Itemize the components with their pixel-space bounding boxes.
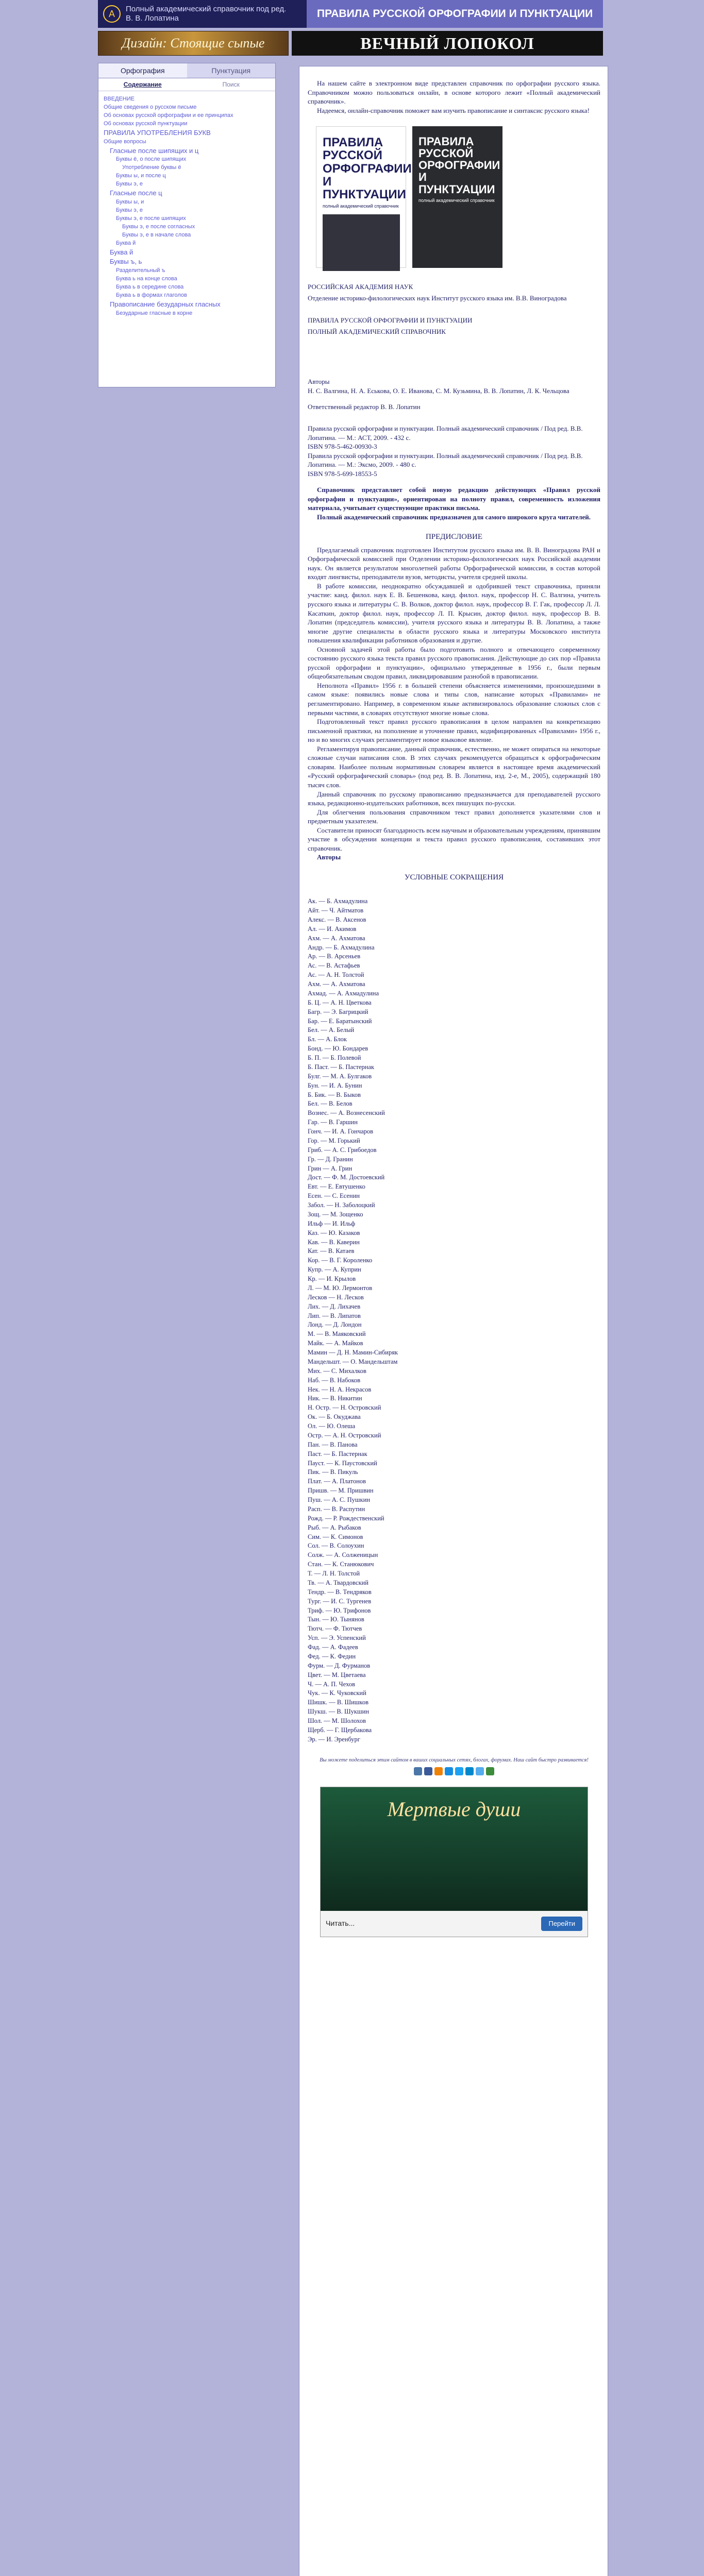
abbreviation-item: Ахм. — А. Ахматова	[308, 980, 365, 988]
abbreviation-item: Паст. — Б. Пастернак	[308, 1450, 367, 1458]
site-title[interactable]: ПРАВИЛА РУССКОЙ ОРФОГРАФИИ И ПУНКТУАЦИИ	[307, 0, 603, 28]
whatsapp-icon[interactable]	[486, 1767, 494, 1775]
abbreviation-item: Пик. — В. Пикуль	[308, 1468, 358, 1476]
sidebar-tabs	[98, 63, 275, 78]
intro-paragraph: Надеемся, онлайн-справочник поможет вам изучить правописание и синтаксис русского языка!	[317, 106, 590, 114]
toc-item[interactable]: Буквы ы, и	[116, 198, 144, 205]
book-cover[interactable]	[412, 126, 502, 268]
abbreviation-item: Б. П. — Б. Полевой	[308, 1054, 361, 1061]
abbreviation-item: Наб. — В. Набоков	[308, 1376, 361, 1384]
bibliography-2: Правила русской орфографии и пунктуации. Полный академический справочник / Под ред. В.В. Лопатина. — М.: Эксмо, 2009. - 480 с.	[308, 451, 583, 469]
abbreviation-item: Чук. — К. Чуковский	[308, 1689, 366, 1697]
main-content	[299, 66, 608, 2576]
abbreviation-item: Зощ. — М. Зощенко	[308, 1210, 363, 1218]
toc-item[interactable]: Буква й	[116, 240, 136, 246]
abbreviation-item: Усп. — Э. Успенский	[308, 1634, 366, 1642]
odnoklassniki-icon[interactable]	[434, 1767, 443, 1775]
abbreviation-item: Гор. — М. Горький	[308, 1137, 360, 1144]
preface-paragraph: Для облегчения пользования справочником текст правил дополняется указателями слов и предметным указателем.	[308, 808, 600, 825]
abbreviation-item: Плат. — А. Платонов	[308, 1478, 366, 1485]
toc-item[interactable]: Буквы э, е	[116, 207, 143, 213]
cover-title: ПРАВИЛА РУССКОЙ ОРФОГРАФИИ И ПУНКТУАЦИИ	[418, 135, 500, 196]
abbreviation-item: Остр. — А. Н. Островский	[308, 1431, 381, 1439]
abbreviation-item: М. — В. Маяковский	[308, 1330, 366, 1338]
abbreviation-item: Кор. — В. Г. Короленко	[308, 1257, 373, 1264]
subtab-search[interactable]: Поиск	[222, 81, 240, 88]
abbreviation-item: Багр. — Э. Багрицкий	[308, 1008, 368, 1015]
abbreviation-item: Алекс. — В. Аксенов	[308, 916, 366, 923]
book-cover[interactable]	[316, 126, 412, 268]
abbreviation-item: Тютч. — Ф. Тютчев	[308, 1625, 362, 1633]
abbreviation-item: Триф. — Ю. Трифонов	[308, 1606, 371, 1614]
tab-orthography[interactable]: Орфография	[98, 63, 187, 78]
abbreviation-item: Солж. — А. Солженицын	[308, 1551, 378, 1559]
banner-right[interactable]: ВЕЧНЫЙ ЛОПОКОЛ	[292, 31, 603, 56]
abbreviation-item: Ч. — А. П. Чехов	[308, 1680, 355, 1688]
abbreviation-item: Рыб. — А. Рыбаков	[308, 1523, 361, 1531]
abbreviation-item: Купр. — А. Куприн	[308, 1266, 361, 1274]
abbreviation-item: Мамин — Д. Н. Мамин-Сибиряк	[308, 1349, 398, 1356]
abbreviation-item: Евт. — Е. Евтушенко	[308, 1183, 365, 1191]
toc-item[interactable]: Буквы ы, и после ц	[116, 173, 166, 179]
abbreviation-item: Ник. — В. Никитин	[308, 1395, 362, 1402]
abbreviation-item: Пауст. — К. Паустовский	[308, 1459, 377, 1467]
book-title-2: ПОЛНЫЙ АКАДЕМИЧЕСКИЙ СПРАВОЧНИК	[308, 327, 446, 335]
toc-item[interactable]: Гласные после шипящих и ц	[110, 146, 199, 155]
abbreviation-item: Ок. — Б. Окуджава	[308, 1413, 361, 1421]
bibliography-1: Правила русской орфографии и пунктуации. Полный академический справочник / Под ред. В.В. Лопатина. — М.: АСТ, 2009. - 432 с.	[308, 425, 583, 442]
abbreviation-item: Цвет. — М. Цветаева	[308, 1671, 366, 1679]
top-banners	[98, 31, 603, 59]
abbreviation-item: Бун. — И. А. Бунин	[308, 1081, 362, 1089]
abbreviation-item: Тург. — И. С. Тургенев	[308, 1597, 372, 1605]
toc-item[interactable]: Безударные гласные в корне	[116, 310, 193, 316]
toc-item[interactable]: Об основах русской пунктуации	[104, 120, 188, 127]
abbreviation-item: Шукш. — В. Шукшин	[308, 1708, 369, 1716]
abbreviation-item: Щерб. — Г. Щербакова	[308, 1726, 372, 1734]
preface-paragraph: Составители приносят благодарность всем научным и образовательным учреждениям, принявшим участие в обсуждении концепции и текста правил русского правописания, составивших этот справочник.	[308, 826, 600, 852]
sidebar	[98, 63, 276, 387]
tab-punctuation[interactable]: Пунктуация	[187, 63, 276, 78]
abbreviation-item: Кав. — В. Каверин	[308, 1238, 360, 1246]
abbreviation-item: Пан. — В. Панова	[308, 1440, 358, 1448]
vk-icon[interactable]	[414, 1767, 422, 1775]
toc-item[interactable]: Буква ь на конце слова	[116, 276, 177, 282]
abbreviation-item: Ас. — В. Астафьев	[308, 962, 360, 970]
toc-item[interactable]: ВВЕДЕНИЕ	[104, 96, 135, 102]
abbreviation-item: Гриб. — А. С. Грибоедов	[308, 1146, 377, 1154]
toc-item[interactable]: Буквы э, е после шипящих	[116, 215, 186, 222]
toc-item[interactable]: Правописание безударных гласных	[110, 300, 221, 309]
toc-item[interactable]: Буквы ъ, ь	[110, 258, 142, 266]
abbreviation-item: Вознес. — А. Вознесенский	[308, 1109, 385, 1117]
cover-title: ПРАВИЛА РУССКОЙ ОРФОГРАФИИ И ПУНКТУАЦИИ	[323, 135, 412, 201]
abbreviation-item: Шишк. — В. Шишков	[308, 1699, 368, 1706]
abbreviation-item: Ас. — А. Н. Толстой	[308, 971, 364, 979]
advertisement[interactable]	[320, 1787, 588, 1937]
toc-item[interactable]: Буквы э, е	[116, 181, 143, 188]
book-covers	[316, 126, 600, 268]
site-logo[interactable]	[98, 0, 307, 28]
abbreviation-item: Забол. — Н. Заболоцкий	[308, 1201, 375, 1209]
logo-line-1: Полный академический справочник под ред.	[126, 5, 287, 13]
ad-title: Мертвые души	[387, 1797, 521, 1821]
abbreviation-item: Лонд. — Д. Лондон	[308, 1321, 362, 1329]
abbreviation-item: Фад. — А. Фадеев	[308, 1643, 358, 1651]
intro-paragraph: На нашем сайте в электронном виде представлен справочник по орфографии русского языка. Справочником можно пользоваться онлайн, в основе которого лежит «Полный академический справочник».	[308, 79, 600, 106]
share-note: Вы можете поделиться этим сайтом в ваших социальных сетях, блогах, форумах. Наш сайт быстро развивается!	[320, 1757, 589, 1763]
abbreviation-item: Лих. — Д. Лихачев	[308, 1302, 361, 1310]
abbreviation-item: Тын. — Ю. Тынянов	[308, 1616, 364, 1623]
abbreviation-item: Кат. — В. Катаев	[308, 1247, 355, 1255]
abbreviation-item: Андр. — Б. Ахмадулина	[308, 943, 375, 951]
isbn-2: ISBN 978-5-699-18553-5	[308, 469, 377, 478]
abbreviation-item: Сол. — В. Солоухин	[308, 1542, 364, 1550]
abbreviation-item: Пуш. — А. С. Пушкин	[308, 1496, 370, 1503]
abbreviation-item: Бонд. — Ю. Бондарев	[308, 1045, 368, 1053]
authors-block	[308, 377, 600, 478]
isbn-1: ISBN 978-5-462-00930-3	[308, 443, 377, 451]
preface-paragraph: Предлагаемый справочник подготовлен Институтом русского языка им. В. В. Виноградова РАН и Орфографической комиссией при Отделении историко-филологических наук Российской академии наук. Он является результатом многолетней работы Орфографической комиссии, в состав которой входят лингвисты, преподаватели вузов, методисты, учителя средней школы.	[308, 546, 600, 581]
subtab-contents[interactable]: Содержание	[123, 81, 162, 88]
abbreviation-item: Расп. — В. Распутин	[308, 1505, 365, 1513]
abbreviation-item: Тендр. — В. Тендряков	[308, 1588, 372, 1596]
cover-subtitle: полный академический справочник	[418, 197, 495, 203]
preface-paragraph: Подготовленный текст правил русского правописания в целом направлен на конкретизацию письменной практики, на пополнение и уточнение правил, кодифицированных «Правилами» 1956 г., но и во многих случаях регламентирует новое языковое явление.	[308, 718, 600, 744]
livejournal-icon[interactable]	[476, 1767, 484, 1775]
abbreviation-item: Мих. — С. Михалков	[308, 1367, 366, 1375]
toc-item[interactable]: ПРАВИЛА УПОТРЕБЛЕНИЯ БУКВ	[104, 128, 211, 137]
toc-item[interactable]: Буквы ё, о после шипящих	[116, 156, 187, 163]
abbreviation-item: Лесков — Н. Лесков	[308, 1293, 364, 1301]
abbreviation-item: Бар. — Е. Баратынский	[308, 1017, 372, 1025]
abbreviation-item: Фед. — К. Федин	[308, 1652, 356, 1660]
logo-icon: А	[103, 5, 121, 23]
preface-paragraph: Неполнота «Правил» 1956 г. в большей степени объясняется изменениями, произошедшими в самом языке: появились новые слова и типы слов, написание которых «Правилами» не регламентировано. Например, в современном языке активизировалось образование сложных слов с первыми частями, в словарях отсутствуют многие новые слова.	[308, 681, 600, 717]
abbreviation-item: Б. Паст. — Б. Пастернак	[308, 1063, 375, 1071]
abbreviation-item: Бел. — А. Белый	[308, 1026, 355, 1034]
logo-line-2: В. В. Лопатина	[126, 14, 179, 23]
editor: Ответственный редактор В. В. Лопатин	[308, 403, 421, 411]
table-of-contents	[98, 91, 275, 322]
abbreviation-item: Ильф — И. Ильф	[308, 1219, 356, 1227]
abbreviation-item: Шол. — М. Шолохов	[308, 1717, 366, 1724]
authors-label: Авторы	[308, 378, 330, 386]
toc-item[interactable]: Употребление буквы ё	[122, 164, 181, 171]
ad-caption: Читать...	[326, 1919, 355, 1928]
abbreviation-item: Нек. — Н. А. Некрасов	[308, 1385, 372, 1393]
toc-item[interactable]: Гласные после ц	[110, 189, 162, 197]
abbreviation-item: Ак. — Б. Ахмадулина	[308, 897, 368, 905]
abbreviation-item: Бл. — А. Блок	[308, 1036, 347, 1043]
toc-item[interactable]: Буквы э, е в начале слова	[122, 231, 191, 238]
institute-name: Отделение историко-филологических наук Институт русского языка им. В.В. Виноградова	[308, 294, 567, 302]
abbreviation-item: Булг. — М. А. Булгаков	[308, 1072, 372, 1080]
abbreviation-item: Фурм. — Д. Фурманов	[308, 1662, 371, 1669]
abbreviation-item: Пришв. — М. Пришвин	[308, 1487, 374, 1495]
mail-icon[interactable]	[445, 1767, 453, 1775]
twitter-icon[interactable]	[455, 1767, 463, 1775]
preface-paragraph: Регламентируя правописание, данный справочник, естественно, не может опираться на некоторые сложные случаи написания слов. В этих случаях рекомендуется обращаться к орфографическим словарям. Наиболее полным нормативным словарем является в настоящее время академический «Русский орфографический словарь» (под ред. В. В. Лопатина, изд. 2-е, М., 2005), содержащий 180 тысяч слов.	[308, 744, 600, 789]
bold-note: Справочник представляет собой новую редакцию действующих «Правил русской орфографии и пунктуации», ориентирован на полноту правил, современность изложения материала, учитывает существующие практики письма.	[308, 486, 600, 512]
abbreviation-item: Ал. — И. Акимов	[308, 925, 357, 933]
header	[98, 0, 603, 30]
abbreviation-item: Эр. — И. Эренбург	[308, 1735, 360, 1743]
preface-paragraph: Данный справочник по русскому правописанию предназначается для преподавателей русского языка, редакционно-издательских работников, всех пишущих по-русски.	[308, 790, 600, 807]
abbreviations-title: УСЛОВНЫЕ СОКРАЩЕНИЯ	[404, 873, 504, 882]
ad-go-button[interactable]: Перейти	[541, 1917, 582, 1931]
abbreviation-item: Ар. — В. Арсеньев	[308, 953, 361, 960]
book-meta	[308, 282, 600, 336]
toc-item[interactable]: Буква ь в формах глаголов	[116, 292, 187, 299]
abbreviation-item: Сим. — К. Симонов	[308, 1533, 363, 1540]
abbreviation-item: Л. — М. Ю. Лермонтов	[308, 1284, 373, 1292]
abbreviation-item: Майк. — А. Майков	[308, 1340, 363, 1347]
cover-image	[323, 214, 400, 271]
abbreviation-item: Дост. — Ф. М. Достоевский	[308, 1174, 385, 1181]
bold-note: Полный академический справочник предназначен для самого широкого круга читателей.	[317, 513, 591, 521]
telegram-icon[interactable]	[465, 1767, 474, 1775]
preface-title: ПРЕДИСЛОВИЕ	[425, 533, 483, 541]
abbreviations-list	[308, 897, 600, 1744]
preface	[308, 546, 600, 853]
abbreviation-item: Гонч. — И. А. Гончаров	[308, 1128, 374, 1135]
book-title-1: ПРАВИЛА РУССКОЙ ОРФОГРАФИИ И ПУНКТУАЦИИ	[308, 316, 473, 325]
abbreviation-item: Н. Остр. — Н. Островский	[308, 1404, 381, 1412]
abbreviation-item: Есен. — С. Есенин	[308, 1192, 360, 1200]
banner-left[interactable]: Дизайн: Стоящие сыпые	[98, 31, 289, 56]
abbreviation-item: Гар. — В. Гаршин	[308, 1118, 358, 1126]
abbreviation-item: Б. Бик. — В. Быков	[308, 1091, 361, 1098]
abbreviation-item: Тв. — А. Твардовский	[308, 1579, 368, 1586]
facebook-icon[interactable]	[424, 1767, 432, 1775]
share-icons	[308, 1767, 600, 1775]
preface-sign: Авторы	[317, 853, 341, 861]
abbreviation-item: Гр. — Д. Гранин	[308, 1155, 353, 1163]
toc-item[interactable]: Буква ь в середине слова	[116, 284, 184, 291]
abbreviation-item: Б. Ц. — А. Н. Цветкова	[308, 998, 372, 1006]
abbreviation-item: Грин — А. Грин	[308, 1164, 353, 1172]
toc-item[interactable]: Буква й	[110, 248, 133, 256]
academy-name: РОССИЙСКАЯ АКАДЕМИЯ НАУК	[308, 283, 413, 291]
toc-item[interactable]: Буквы э, е после согласных	[122, 223, 195, 230]
abbreviation-item: Бел. — В. Белов	[308, 1100, 353, 1108]
abbreviation-item: Рожд. — Р. Рождественский	[308, 1514, 384, 1522]
toc-item[interactable]: Общие вопросы	[104, 138, 146, 145]
abbreviation-item: Лип. — В. Липатов	[308, 1312, 361, 1319]
cover-subtitle: полный академический справочник	[323, 204, 399, 209]
abbreviation-item: Кр. — И. Крылов	[308, 1275, 356, 1282]
abbreviation-item: Т. — Л. Н. Толстой	[308, 1570, 360, 1577]
sidebar-subtabs	[98, 78, 275, 91]
toc-item[interactable]: Разделительный ъ	[116, 267, 165, 274]
preface-paragraph: В работе комиссии, неоднократно обсуждавшей и одобрившей текст справочника, приняли участие: канд. филол. наук Е. В. Бешенкова, канд. филол. наук, профессор Н. С. Валгина, учитель русского языка и литературы С. В. Волков, доктор филол. наук, профессор В. Г. Гак, профессор Л. Л. Касаткин, доктор филол. наук, профессор Л. П. Крысин, доктор филол. наук, профессор В. В. Лопатин (председатель комиссии), учителя русского языка и литературы В. В. Лопатина, а также многие другие специалисты в области русского языка и литературы Московского института повышения квалификации работников образования и другие.	[308, 582, 600, 645]
abbreviation-item: Ахмад. — А. Ахмадулина	[308, 989, 379, 997]
toc-item[interactable]: Общие сведения о русском письме	[104, 104, 197, 110]
preface-paragraph: Основной задачей этой работы было подготовить полного и отвечающего современному состоянию русского языка текста правил русского правописания. Действующие до сих пор «Правила русской орфографии и пунктуации», официально утвержденные в 1956 г., были первым общеобязательным сводом правил, ликвидировавшим разнобой в правописании.	[308, 645, 600, 681]
abbreviation-item: Мандельшт. — О. Мандельштам	[308, 1358, 398, 1365]
toc-item[interactable]: Об основах русской орфографии и ее принципах	[104, 112, 233, 118]
abbreviation-item: Каз. — Ю. Казаков	[308, 1229, 360, 1236]
abbreviation-item: Айт. — Ч. Айтматов	[308, 907, 364, 914]
abbreviation-item: Ол. — Ю. Олеша	[308, 1422, 356, 1430]
abbreviation-item: Стан. — К. Станюкович	[308, 1561, 374, 1568]
abbreviation-item: Ахм. — А. Ахматова	[308, 934, 365, 942]
authors-list: Н. С. Валгина, Н. А. Еськова, О. Е. Иванова, С. М. Кузьмина, В. В. Лопатин, Л. К. Чельцова	[308, 386, 569, 395]
